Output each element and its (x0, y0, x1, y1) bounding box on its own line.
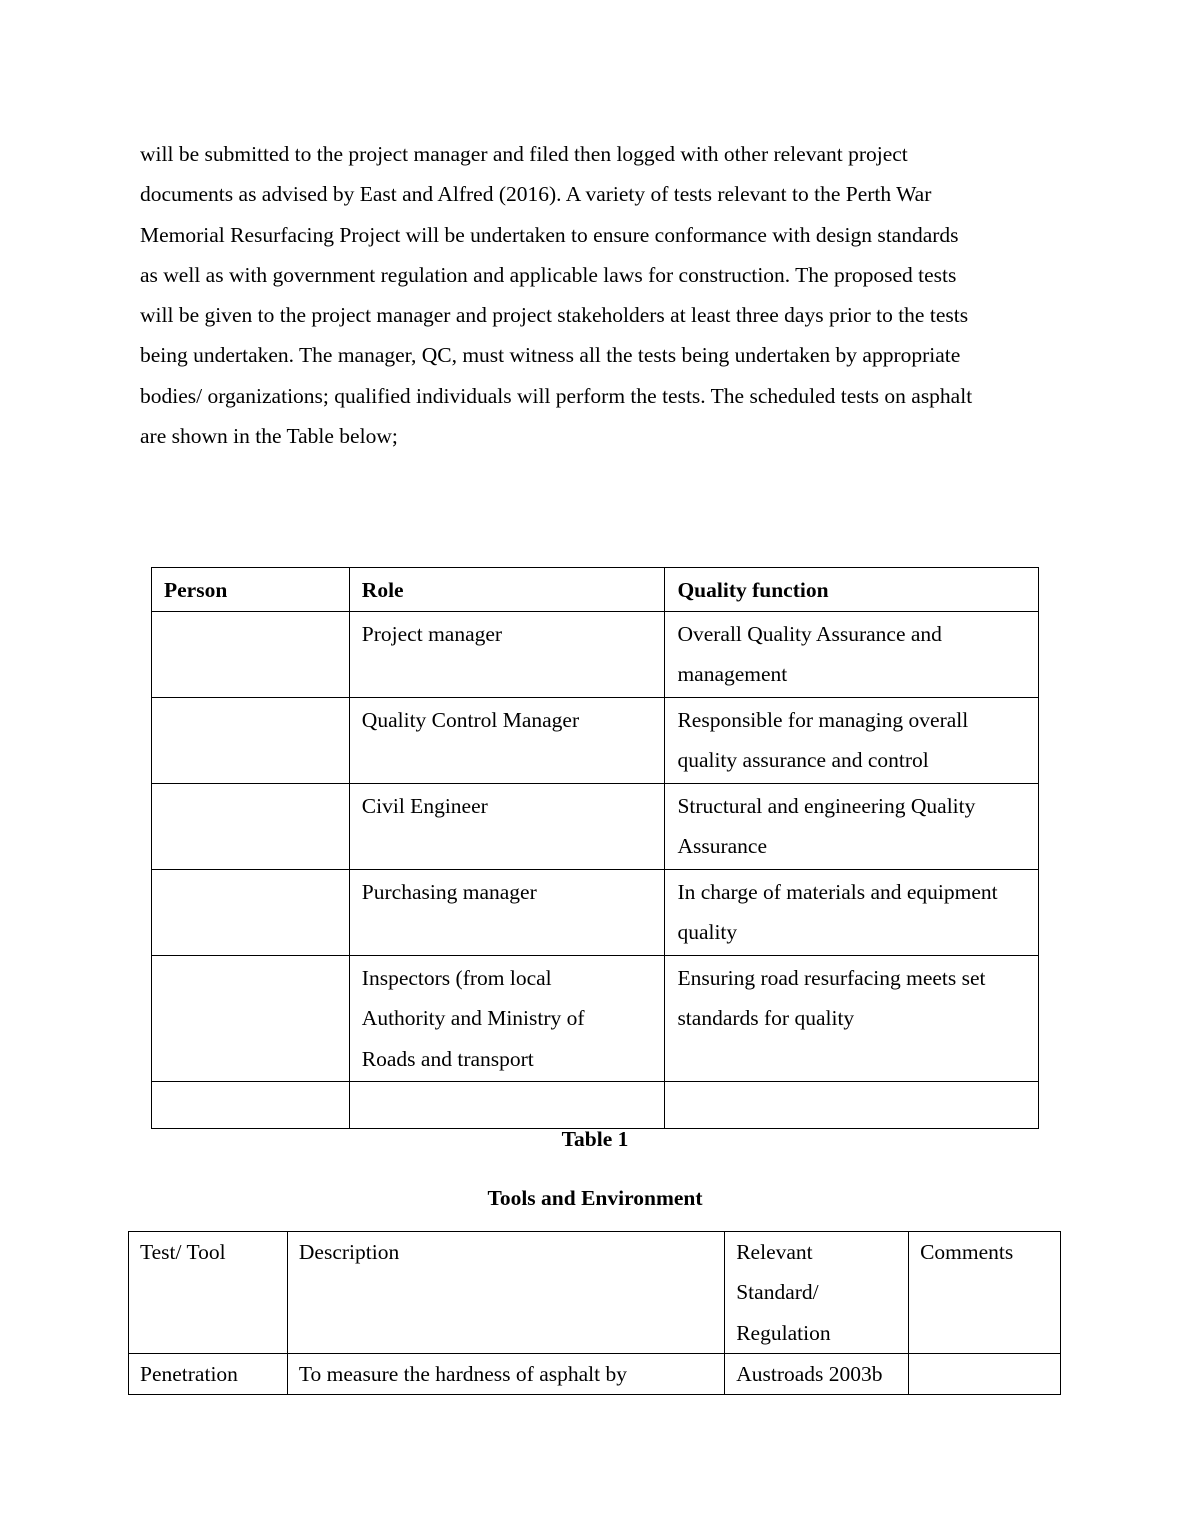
standard-cell: Austroads 2003b (725, 1353, 909, 1394)
table-row (129, 1353, 1061, 1394)
table-row (152, 870, 1039, 956)
person-cell (152, 956, 350, 1082)
role-cell (349, 698, 665, 784)
function-text: Overall Quality Assurance and (677, 622, 942, 646)
function-text: management (677, 662, 788, 687)
paragraph-line: bodies/ organizations; qualified individuals will perform the tests. The scheduled tests on asphalt (140, 383, 973, 408)
paragraph-line: are shown in the Table below; (140, 424, 398, 449)
header-comments: Comments (909, 1232, 1061, 1354)
role-text: Quality Control Manager (361, 708, 580, 732)
role-text: Inspectors (from local (361, 966, 552, 990)
person-cell (152, 870, 350, 956)
function-text: In charge of materials and equipment (677, 880, 998, 904)
function-text: standards for quality (677, 1006, 855, 1031)
role-text: Purchasing manager (361, 880, 537, 904)
table-row (152, 612, 1039, 698)
table-header-row (152, 568, 1039, 612)
table-row (152, 698, 1039, 784)
table-row (152, 784, 1039, 870)
paragraph-line: Memorial Resurfacing Project will be undertaken to ensure conformance with design standards (140, 222, 959, 247)
role-cell (349, 784, 665, 870)
paragraph-line: documents as advised by East and Alfred (2016). A variety of tests relevant to the Perth War (140, 182, 932, 207)
table-header-row (129, 1232, 1061, 1354)
function-cell (665, 698, 1039, 784)
function-cell (665, 956, 1039, 1082)
role-text: Civil Engineer (361, 794, 488, 818)
description-cell: To measure the hardness of asphalt by (287, 1353, 724, 1394)
section-title: Tools and Environment (487, 1186, 703, 1210)
header-quality-function: Quality function (665, 568, 1039, 612)
function-text: quality assurance and control (677, 748, 929, 773)
header-text: Standard/ (736, 1280, 819, 1305)
quality-roles-table (151, 567, 1039, 1129)
comments-cell (909, 1353, 1061, 1394)
paragraph-line: will be submitted to the project manager and filed then logged with other relevant project (140, 142, 908, 166)
header-text: Regulation (736, 1320, 831, 1345)
paragraph-line: as well as with government regulation and applicable laws for construction. The proposed tests (140, 262, 957, 287)
header-person: Person (152, 568, 350, 612)
function-cell (665, 1082, 1039, 1129)
person-cell (152, 612, 350, 698)
header-description: Description (287, 1232, 724, 1354)
body-paragraph (140, 134, 1055, 456)
role-text: Authority and Ministry of (361, 1006, 585, 1031)
header-role: Role (349, 568, 665, 612)
header-test-tool: Test/ Tool (129, 1232, 288, 1354)
person-cell (152, 698, 350, 784)
function-text: Ensuring road resurfacing meets set (677, 966, 986, 990)
function-text: quality (677, 920, 738, 945)
role-cell (349, 612, 665, 698)
role-text: Project manager (361, 622, 503, 646)
tool-cell: Penetration (129, 1353, 288, 1394)
function-text: Responsible for managing overall (677, 708, 969, 732)
function-text: Assurance (677, 834, 767, 859)
header-text: Relevant (736, 1240, 813, 1264)
header-standard (725, 1232, 909, 1354)
role-cell (349, 1082, 665, 1129)
paragraph-line: will be given to the project manager and project stakeholders at least three days prior to the tests (140, 303, 969, 328)
paragraph-line: being undertaken. The manager, QC, must witness all the tests being undertaken by appropriate (140, 343, 961, 368)
function-cell (665, 870, 1039, 956)
tools-table (128, 1231, 1061, 1395)
table-caption: Table 1 (561, 1127, 629, 1151)
function-cell (665, 784, 1039, 870)
table-row (152, 1082, 1039, 1129)
function-text: Structural and engineering Quality (677, 794, 976, 818)
table-row (152, 956, 1039, 1082)
person-cell (152, 784, 350, 870)
role-text: Roads and transport (361, 1046, 534, 1071)
role-cell (349, 956, 665, 1082)
person-cell (152, 1082, 350, 1129)
role-cell (349, 870, 665, 956)
function-cell (665, 612, 1039, 698)
